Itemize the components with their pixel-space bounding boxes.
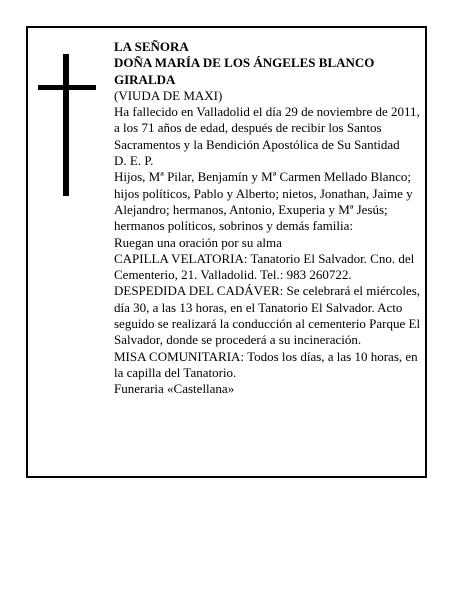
- rest-in-peace: D. E. P.: [114, 153, 154, 169]
- deceased-name-line-1: DOÑA MARÍA DE LOS ÁNGELES BLANCO: [114, 55, 375, 71]
- funeral-home: Funeraria «Castellana»: [114, 381, 235, 397]
- widow-of: (VIUDA DE MAXI): [114, 87, 223, 103]
- cross-horizontal-bar: [38, 85, 96, 90]
- family-list: Hijos, Mª Pilar, Benjamín y Mª Carmen Mellado Blanco; hijos políticos, Pablo y Alberto; nietos, Jonathan, Jaime y Alejandro; hermanos, Antonio, Exuperia y Mª Jesús; hermanos políticos, sobrinos y demás familia:: [114, 169, 413, 234]
- notice-title: LA SEÑORA: [114, 39, 189, 54]
- chapel-info: CAPILLA VELATORIA: Tanatorio El Salvador. Cno. del Cementerio, 21. Valladolid. Tel.: 983 260722.: [114, 250, 415, 283]
- cross-icon: [38, 54, 96, 196]
- mass-info: MISA COMUNITARIA: Todos los días, a las 10 horas, en la capilla del Tanatorio.: [114, 348, 418, 380]
- cross-vertical-bar: [63, 54, 69, 196]
- prayer-request: Ruegan una oración por su alma: [114, 234, 282, 250]
- obituary-text: [114, 39, 422, 398]
- death-info: Ha fallecido en Valladolid el día 29 de noviembre de 2011, a los 71 años de edad, después de recibir los Santos Sacramentos y la Bendición Apostólica de Su Santidad: [114, 104, 420, 152]
- deceased-name-line-2: GIRALDA: [114, 71, 176, 87]
- farewell-info: DESPEDIDA DEL CADÁVER: Se celebrará el miércoles, día 30, a las 13 horas, en el Tanatorio El Salvador. Acto seguido se realizará la conducción al cementerio Parque El Salvador, donde se procederá a su incineración.: [114, 283, 421, 348]
